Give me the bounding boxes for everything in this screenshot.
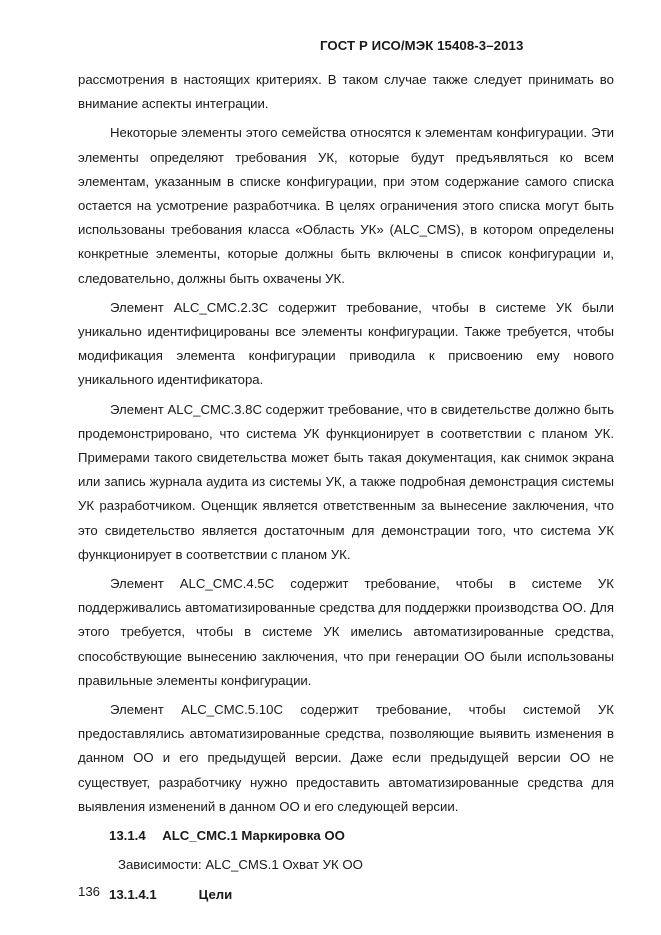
- paragraph: рассмотрения в настоящих критериях. В таком случае также следует принимать во внимание аспекты интеграции.: [78, 72, 614, 112]
- subsection-title: Цели: [198, 886, 233, 902]
- subsection-heading: [78, 883, 614, 907]
- section-number: 13.1.4: [109, 828, 146, 844]
- paragraph: Элемент ALC_CMC.3.8C содержит требование, что в свидетельстве должно быть продемонстрировано, что система УК функционирует в соответствии с планом УК. Примерами такого свидетельства может быть такая документация, как снимок экрана или запись журнала аудита из системы УК, а также подробная демонстрация системы УК разработчиком. Оценщик является ответственным за вынесение заключения, что это свидетельство является достаточным для демонстрации того, что система УК функционирует в соответствии с планом УК.: [78, 401, 614, 562]
- paragraph: Элемент ALC_CMC.4.5C содержит требование, чтобы в системе УК поддерживались автоматизированные средства для поддержки производства ОО. Для этого требуется, чтобы в системе УК имелись автоматизированные средства, способствующие вынесению заключения, что при генерации ОО были использованы правильные элементы конфигурации.: [78, 576, 614, 688]
- subsection-number: 13.1.4.1: [109, 886, 157, 902]
- document-header: ГОСТ Р ИСО/МЭК 15408-3–2013: [320, 38, 524, 53]
- paragraph: Элемент ALC_CMC.2.3C содержит требование, чтобы в системе УК были уникально идентифицированы все элементы конфигурации. Также требуется, чтобы модификация элемента конфигурации приводила к присвоению ему нового уникального идентификатора.: [78, 299, 614, 388]
- paragraph: Элемент ALC_CMC.5.10C содержит требование, чтобы системой УК предоставлялись автоматизированные средства, позволяющие выявить изменения в данном ОО и его предыдущей версии. Даже если предыдущей версии ОО не существует, разработчику нужно предоставить автоматизированные средства для выявления изменений в данном ОО и его следующей версии.: [78, 702, 614, 814]
- page-number: 136: [78, 884, 101, 899]
- section-title: ALC_CMC.1 Маркировка ОО: [162, 828, 345, 844]
- dependencies-line: Зависимости: ALC_CMS.1 Охват УК ОО: [118, 857, 363, 873]
- paragraph: Некоторые элементы этого семейства относятся к элементам конфигурации. Эти элементы определяют требования УК, которые будут предъявляться ко всем элементам, указанным в списке конфигурации, при этом содержание самого списка остается на усмотрение разработчика. В целях ограничения этого списка могут быть использованы требования класса «Область УК» (ALC_CMS), в котором определены конкретные элементы, которые должны быть включены в список конфигурации и, следовательно, должны быть охвачены УК.: [78, 125, 614, 286]
- section-heading: [78, 824, 614, 848]
- body-text: [78, 68, 614, 912]
